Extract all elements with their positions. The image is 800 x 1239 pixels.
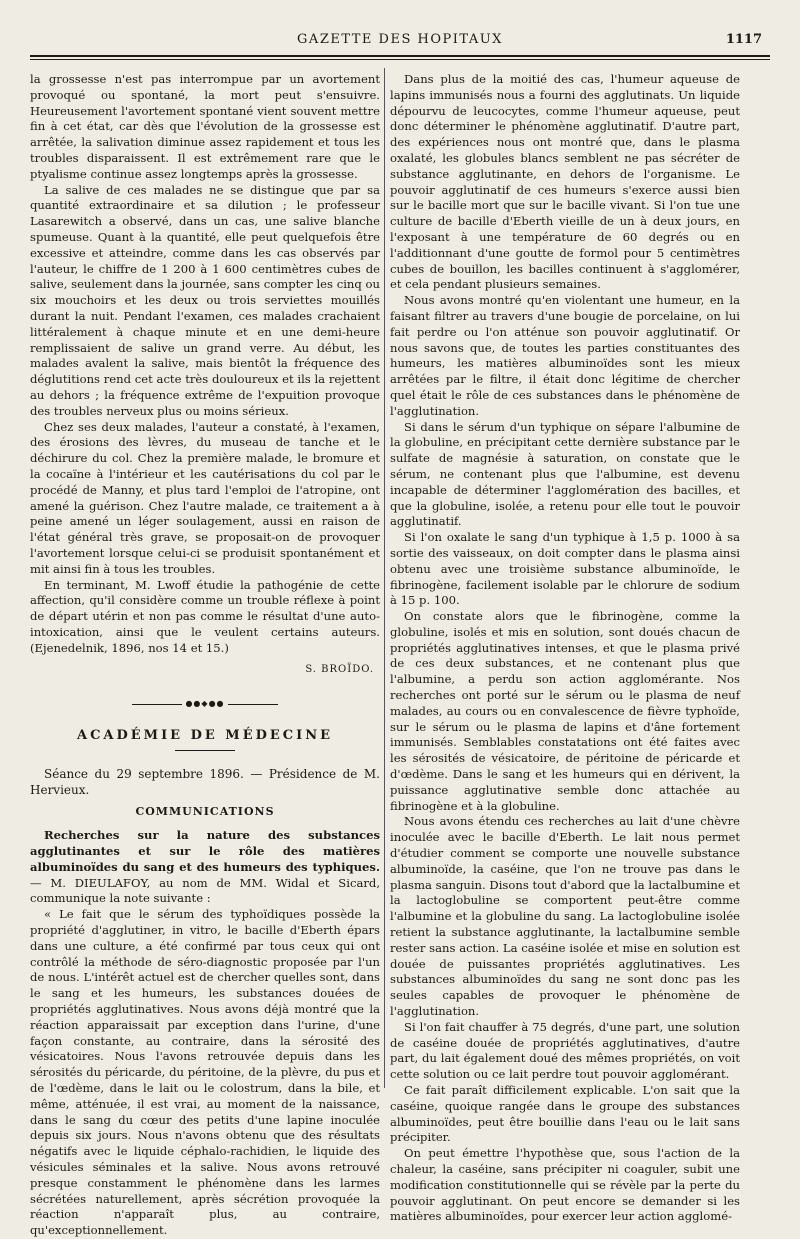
left-paragraph-5: « Le fait que le sérum des typhoïdiques possède la propriété d'agglutiner, in vitro, le bacille d'Eberth épars dans une culture, a été confirmé par tous ceux qui ont contrôlé la méthode de séro-diagnostic proposée par l'un de nous. L'intérêt actuel est de chercher quelles sont, dans le sang et les humeurs, les substances douées de propriétés agglutinatives. Nous avons déjà montré que la réaction apparaissait par exception dans l'urine, d'une façon constante, au contraire, dans la sérosité des vésicatoires. Nous l'avons retrouvée depuis dans les sérosités du péricarde, du péritoine, de la plèvre, du pus et de l'œdème, dans le lait ou le colostrum, dans la bile, et même, atténuée, il est vrai, au moment de la naissance, dans le sang du cœur des petits d'une lapine inoculée depuis six jours. Nous n'avons obtenu que des résultats négatifs avec le liquide céphalo-rachidien, le liquide des vésicules séminales et la salive. Nous avons retrouvé presque constamment le phénomène dans les larmes sécrétées naturellement, après sécrétion provoquée la réaction n'apparaît plus, au contraire, qu'exceptionnellement.	[30, 907, 380, 1238]
communication-title: Recherches sur la nature des substances agglutinantes et sur le rôle des matières albuminoïdes du sang et des humeurs des typhiques.	[30, 828, 380, 874]
right-paragraph-1: Dans plus de la moitié des cas, l'humeur aqueuse de lapins immunisés nous a fourni des agglutinats. Un liquide dépourvu de leucocytes, comme l'humeur aqueuse, peut donc déterminer le phénomène agglutinatif. D'autre part, des expériences nous ont montré que, dans le plasma oxalaté, les globules blancs semblent ne pas sécréter de substance agglutinante, en dehors de l'organisme. Le pouvoir agglutinatif de ces humeurs s'exerce aussi bien sur le bacille mort que sur le bacille vivant. Si l'on tue une culture de bacille d'Eberth vieille de un à deux jours, en l'exposant à une température de 60 degrés ou en l'additionnant d'une goutte de formol pour 5 centimètres cubes de bouillon, les bacilles continuent à s'agglomérer, et cela pendant plusieurs semaines.	[390, 72, 740, 292]
left-column	[30, 72, 380, 1239]
section-title: ACADÉMIE DE MÉDECINE	[76, 728, 333, 744]
right-paragraph-3: Si dans le sérum d'un typhique on sépare l'albumine de la globuline, en précipitant cette dernière substance par le sulfate de magnésie à saturation, on constate que le sérum, ne contenant plus que l'albumine, est devenu incapable de déterminer l'agglomération des bacilles, et que la globuline, isolée, a retenu pour elle tout le pouvoir agglutinatif.	[390, 419, 740, 529]
column-divider	[384, 68, 385, 1088]
communication-heading	[30, 828, 380, 907]
ornament-dots: ●●◆●●	[185, 699, 225, 709]
left-paragraph-2: La salive de ces malades ne se distingue que par sa quantité extraordinaire et sa dilution ; le professeur Lasarewitch a observé, dans un cas, une salive blanche spumeuse. Quant à la quantité, elle peut quelquefois être excessive et atteindre, comme dans les cas observés par l'auteur, le chiffre de 1 200 à 1 600 centimètres cubes de salive, seulement dans la journée, sans compter les cinq ou six mouchoirs et les deux ou trois serviettes mouillés durant la nuit. Pendant l'examen, ces malades crachaient littéralement à chaque minute et en une demi-heure remplissaient de salive un grand verre. Au début, les malades avalent la salive, mais bientôt la fréquence des déglutitions rend cet acte très douloureux et ils la rejettent au dehors ; la fréquence extrême de l'expuition provoque des troubles nerveux plus ou moins sérieux.	[30, 182, 380, 418]
ornament-line-left	[132, 704, 182, 705]
article-signature: S. BROÏDO.	[305, 664, 374, 676]
section-title-rule	[175, 750, 235, 751]
page-header	[30, 30, 770, 52]
right-paragraph-4: Si l'on oxalate le sang d'un typhique à 1,5 p. 1000 à sa sortie des vaisseaux, on doit compter dans le plasma ainsi obtenu avec une troisième substance albuminoïde, le fibrinogène, facilement isolable par le chlorure de sodium à 15 p. 100.	[390, 530, 740, 608]
left-paragraph-4: En terminant, M. Lwoff étudie la pathogénie de cette affection, qu'il considère comme un trouble réflexe à point de départ utérin et non pas comme le résultat d'une auto-intoxication, ainsi que le veulent certains auteurs. (Ejenedelnik, 1896, nos 14 et 15.)	[30, 577, 380, 655]
publication-title: GAZETTE DES HOPITAUX	[297, 32, 503, 47]
left-paragraph-3: Chez ses deux malades, l'auteur a constaté, à l'examen, des érosions des lèvres, du museau de tanche et le déchirure du col. Chez la première malade, le bromure et la cocaïne à l'intérieur et les cautérisations du col par le procédé de Manny, et plus tard l'emploi de l'atropine, ont amené la guérison. Chez l'autre malade, ce traitement a à peine amené un léger soulagement, aussi en raison de l'état général très grave, se proposait-on de provoquer l'avortement lorsque celui-ci se produisit spontanément et mit ainsi fin à tous les troubles.	[30, 419, 380, 576]
right-paragraph-2: Nous avons montré qu'en violentant une humeur, en la faisant filtrer au travers d'une bougie de porcelaine, on lui fait perdre ou l'on atténue son pouvoir agglutinatif. Or nous savons que, de toutes les parties constituantes des humeurs, les matières albuminoïdes sont les mieux arrêtées par le filtre, il était donc légitime de chercher quel était le rôle de ces substances dans le phénomène de l'agglutination.	[390, 293, 740, 418]
right-paragraph-7: Si l'on fait chauffer à 75 degrés, d'une part, une solution de caséine douée de propriétés agglutinatives, d'autre part, du lait également doué des mêmes propriétés, on voit cette solution ou ce lait perdre tout pouvoir agglomérant.	[390, 1019, 740, 1082]
page-number: 1117	[725, 32, 762, 47]
right-paragraph-8: Ce fait paraît difficilement explicable. L'on sait que la caséine, quoique rangée dans le groupe des substances albuminoïdes, peut être bouillie dans l'eau ou le lait sans précipiter.	[390, 1083, 740, 1145]
header-rule-thin	[30, 59, 770, 60]
communications-subhead: COMMUNICATIONS	[135, 805, 275, 819]
session-line: Séance du 29 septembre 1896. — Présidence de M. Hervieux.	[30, 766, 380, 797]
left-paragraph-1: la grossesse n'est pas interrompue par un avortement provoqué ou spontané, la mort peut s'ensuivre. Heureusement l'avortement spontané vient souvent mettre fin à cet état, car dès que l'évolution de la grossesse est arrêtée, la salivation diminue assez rapidement et tous les troubles disparaissent. Il est extrêmement rare que le ptyalisme continue assez longtemps après la grossesse.	[30, 72, 380, 181]
right-paragraph-6: Nous avons étendu ces recherches au lait d'une chèvre inoculée avec le bacille d'Eberth. Le lait nous permet d'étudier comment se comporte une nouvelle substance albuminoïde, la caséine, que l'on ne trouve pas dans le plasma sanguin. Disons tout d'abord que la lactalbumine et la lactoglobuline se comportent peut-être comme l'albumine et la globuline du sang. La lactoglobuline isolée retient la substance agglutinante, la lactalbumine semble rester sans action. La caséine isolée et mise en solution est douée de puissantes propriétés agglutinatives. Les substances albuminoïdes du sang ne sont donc pas les seules capables de provoquer le phénomène de l'agglutination.	[390, 814, 740, 1019]
section-ornament	[30, 696, 380, 712]
ornament-line-right	[228, 704, 278, 705]
communication-author: — M. DIEULAFOY, au nom de MM. Widal et Sicard, communique la note suivante :	[30, 875, 380, 906]
right-paragraph-9: On peut émettre l'hypothèse que, sous l'action de la chaleur, la caséine, sans précipiter ni coaguler, subit une modification constitutionnelle qui se révèle par la perte du pouvoir agglutinant. On peut encore se demander si les matières albuminoïdes, pour exercer leur action agglomé-	[390, 1146, 740, 1224]
right-column	[390, 72, 740, 1225]
header-rule-thick	[30, 55, 770, 57]
right-paragraph-5: On constate alors que le fibrinogène, comme la globuline, isolés et mis en solution, sont doués chacun de propriétés agglutinatives intenses, et que le plasma privé de ces deux substances, et ne contenant plus que l'albumine, a perdu son action agglomérante. Nos recherches ont porté sur le sérum ou le plasma de neuf malades, au cours ou en convalescence de fièvre typhoïde, sur le sérum ou le plasma de lapins et d'âne fortement immunisés. Semblables constatations ont été faites avec les sérosités de vésicatoire, de péritoine de péricarde et d'œdème. Dans le sang et les humeurs qui en dérivent, la puissance agglutinative semble donc attachée au fibrinogène et à la globuline.	[390, 609, 740, 813]
